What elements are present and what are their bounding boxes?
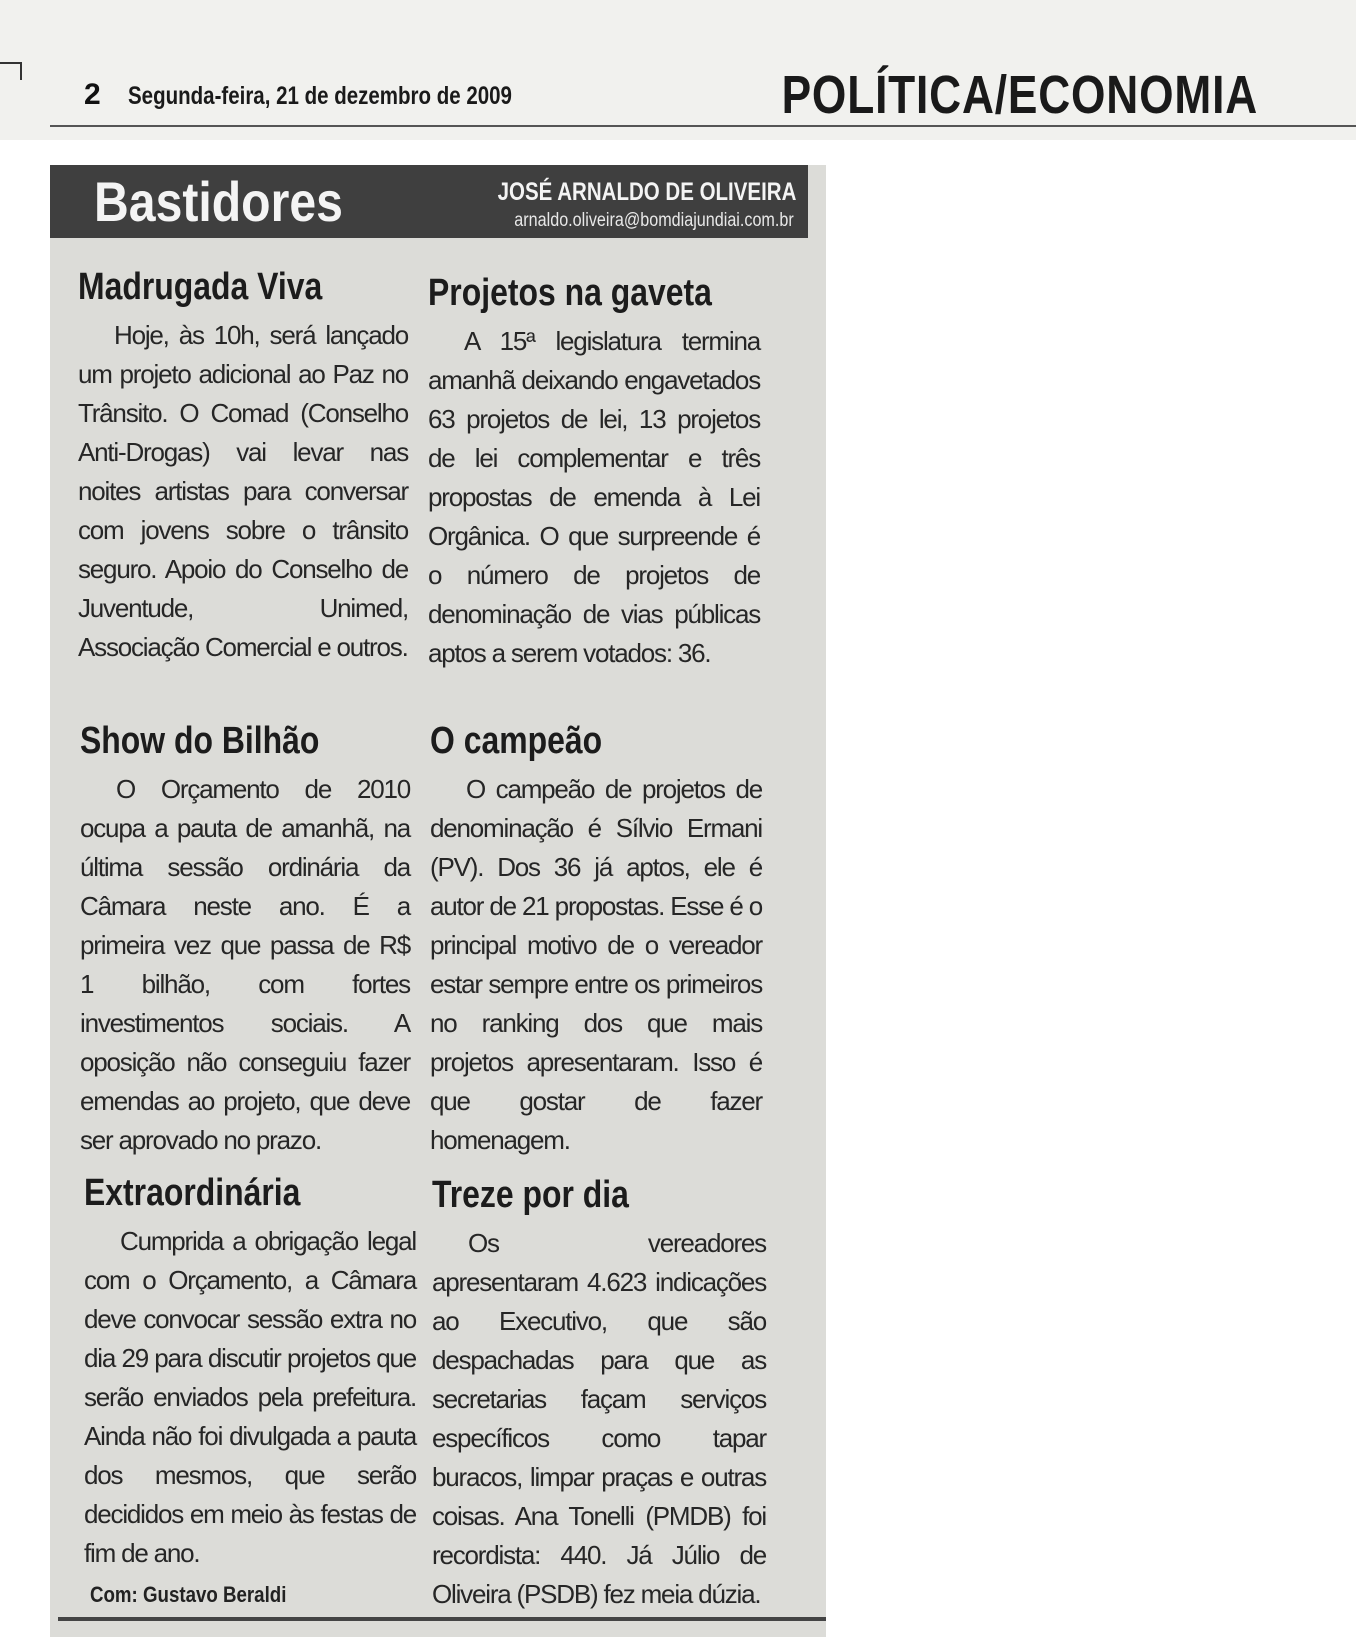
column-title: Bastidores [94,170,343,233]
footer-divider [58,1617,826,1621]
item-text: O Orçamento de 2010 ocupa a pauta de amanhã, na última sessão ordinária da Câmara neste ano. É a primeira vez que passa de R$ 1 bilhão, com fortes investimentos sociais. A oposição não conseguiu fazer emendas ao projeto, que deve ser aprovado no prazo. [80,774,410,1155]
news-item-treze-por-dia [432,1172,766,1614]
item-title: Madrugada Viva [78,266,323,308]
item-text: Hoje, às 10h, será lançado um projeto adicional ao Paz no Trânsito. O Comad (Conselho Anti-Drogas) vai levar nas noites artistas para conversar com jovens sobre o trânsito seguro. Apoio do Conselho de Juventude, Unimed, Associação Comercial e outros. [78,320,408,662]
news-item-madrugada-viva [78,264,408,667]
news-item-o-campeao [430,718,762,1160]
item-text: Os vereadores apresentaram 4.623 indicações ao Executivo, que são despachadas para que as secretarias façam serviços específicos como tapar buracos, limpar praças e outras coisas. Ana Tonelli (PMDB) foi recordista: 440. Já Júlio de Oliveira (PSDB) fez meia dúzia. [432,1228,766,1609]
contributor-credit: Com: Gustavo Beraldi [90,1582,287,1607]
column-banner [50,165,808,238]
news-item-extraordinaria [84,1170,416,1573]
news-item-show-do-bilhao [80,718,410,1160]
header-divider [50,125,1356,127]
item-title: Show do Bilhão [80,720,320,762]
news-item-projetos-na-gaveta [428,270,760,673]
item-text: O campeão de projetos de denominação é Sílvio Ermani (PV). Dos 36 já aptos, ele é autor de 21 propostas. Esse é o principal motivo de o vereador estar sempre entre os primeiros no ranking dos que mais projetos apresentaram. Isso é que gostar de fazer homenagem. [430,774,762,1155]
author-email: arnaldo.oliveira@bomdiajundiai.com.br [514,210,794,231]
item-text: A 15ª legislatura termina amanhã deixando engavetados 63 projetos de lei, 13 projetos de lei complementar e três propostas de emenda à Lei Orgânica. O que surpreende é o número de projetos de denominação de vias públicas aptos a serem votados: 36. [428,326,760,668]
page-number: 2 [84,78,101,111]
item-title: O campeão [430,720,603,762]
author-name: JOSÉ ARNALDO DE OLIVEIRA [497,178,796,206]
item-title: Extraordinária [84,1172,301,1214]
section-title: POLÍTICA/ECONOMIA [781,65,1258,125]
crop-mark [0,62,22,80]
publication-date: Segunda-feira, 21 de dezembro de 2009 [128,82,512,110]
item-title: Treze por dia [432,1174,629,1216]
item-title: Projetos na gaveta [428,272,712,314]
item-text: Cumprida a obrigação legal com o Orçamento, a Câmara deve convocar sessão extra no dia 29 para discutir projetos que serão enviados pela prefeitura. Ainda não foi divulgada a pauta dos mesmos, que serão decididos em meio às festas de fim de ano. [84,1226,416,1568]
